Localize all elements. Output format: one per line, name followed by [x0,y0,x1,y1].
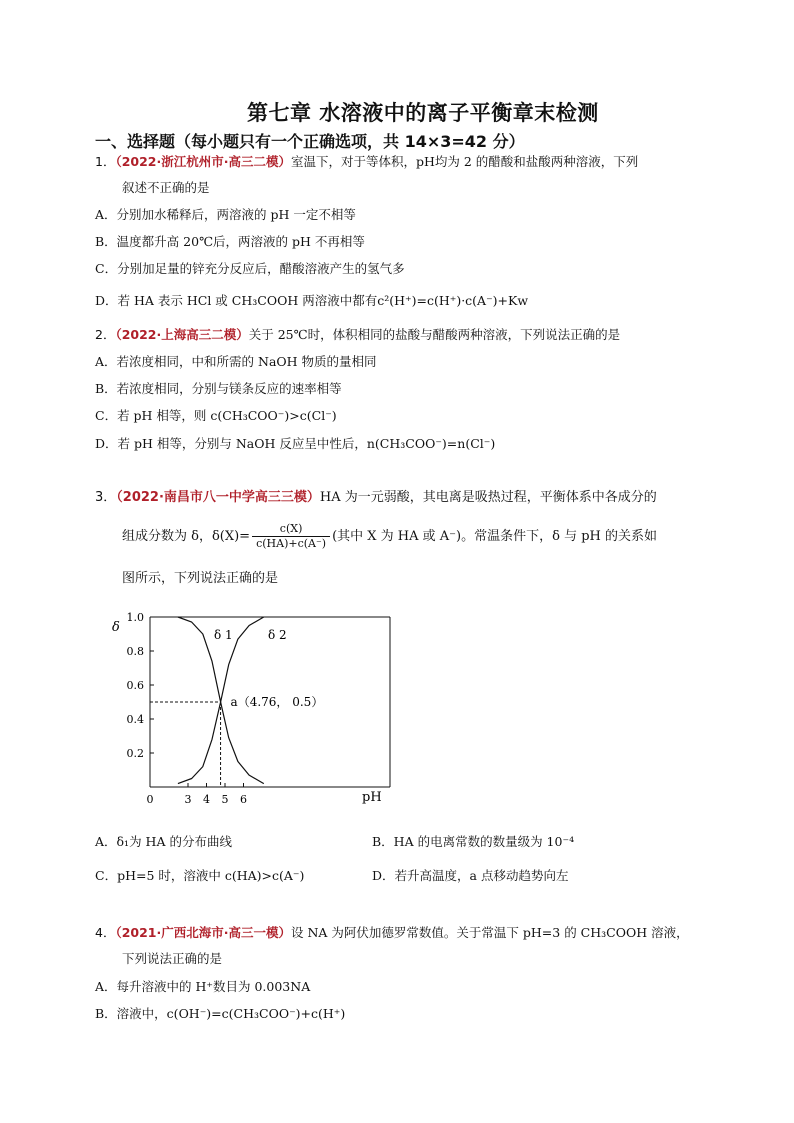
q3-stem-line2-a: 组成分数为 δ，δ(X)= [122,529,251,544]
y-tick-label: 0.4 [126,713,144,726]
q3-option-b: B．HA 的电离常数的数量级为 10⁻⁴ [372,834,575,849]
q4-option-b: B．溶液中，c(OH⁻)=c(CH₃COO⁻)+c(H⁺) [95,1006,346,1021]
q2-option-c: C．若 pH 相等，则 c(CH₃COO⁻)>c(Cl⁻) [95,408,337,423]
x-tick-label: 5 [221,793,229,806]
q3-stem-line3: 图所示，下列说法正确的是 [122,571,279,586]
q3-stem-line2-b: (其中 X 为 HA 或 A⁻)。常温条件下，δ 与 pH 的关系如 [332,529,657,544]
q3-option-d: D．若升高温度，a 点移动趋势向左 [372,868,569,883]
q2-source: （2022·上海高三二模） [115,327,249,342]
q1-number: 1． [95,154,116,169]
q2-option-d: D．若 pH 相等，分别与 NaOH 反应呈中性后，n(CH₃COO⁻)=n(Cl⁻) [95,436,496,451]
x-tick-label: 6 [240,793,247,806]
q1-option-c: C．分别加足量的锌充分反应后，醋酸溶液产生的氢气多 [95,261,405,276]
q3-option-c: C．pH=5 时，溶液中 c(HA)>c(A⁻) [95,868,305,883]
curve-label-delta2: δ 2 [268,628,287,642]
q1-option-d [95,293,528,309]
section-heading: 一、选择题（每小题只有一个正确选项，共 14×3=42 分） [95,132,525,151]
y-tick-label: 0.8 [126,645,144,658]
x-axis-label: pH [362,790,382,805]
q1-option-b: B．温度都升高 20℃后，两溶液的 pH 不再相等 [95,234,365,249]
q4-stem-text: 设 NA 为阿伏加德罗常数值。关于常温下 pH=3 的 CH₃COOH 溶液， [291,925,689,940]
y-axis-label: δ [112,620,120,635]
q3-fraction-denominator: c(HA)+c(A⁻) [256,537,327,550]
q4-number: 4． [95,925,116,940]
q4-stem-line2: 下列说法正确的是 [122,951,223,966]
x-tick-label: 3 [184,793,192,806]
q3-stem-line2 [122,518,657,556]
q1-option-a: A．分别加水稀释后，两溶液的 pH 一定不相等 [95,207,356,222]
page-title: 第七章 水溶液中的离子平衡章末检测 [247,101,599,125]
q2-stem-text: 关于 25℃时，体积相同的盐酸与醋酸两种溶液，下列说法正确的是 [248,327,621,342]
q3-source: （2022·南昌市八一中学高三三模） [116,490,320,505]
delta-ph-chart [100,605,400,820]
point-a-label: a（4.76， 0.5） [230,695,324,709]
x-tick-label: 4 [203,793,210,806]
q4-option-a: A．每升溶液中的 H⁺数目为 0.003NA [95,979,311,994]
q3-stem-line1 [95,490,657,506]
q2-stem [95,327,620,343]
y-tick-label: 1.0 [126,611,144,624]
q1-option-d-formula: c²(H⁺)=c(H⁺)·c(A⁻)+Kw [377,293,529,308]
q3-option-a: A．δ₁为 HA 的分布曲线 [95,834,232,849]
q1-stem-line1 [95,154,638,170]
curve-label-delta1: δ 1 [214,628,233,642]
q2-option-a: A．若浓度相同，中和所需的 NaOH 物质的量相同 [95,354,377,369]
q1-option-d-text: D．若 HA 表示 HCl 或 CH₃COOH 两溶液中都有 [95,293,378,308]
q4-stem-line1 [95,925,689,941]
q1-stem: 室温下，对于等体积，pH均为 2 的醋酸和盐酸两种溶液，下列 [291,154,639,169]
q3-number: 3． [95,490,117,505]
q3-stem-text: HA 为一元弱酸，其电离是吸热过程，平衡体系中各成分的 [319,490,657,505]
q3-fraction [252,522,330,551]
q2-number: 2． [95,327,116,342]
q4-source: （2021·广西北海市·高三一模） [115,925,291,940]
q2-option-b: B．若浓度相同，分别与镁条反应的速率相等 [95,381,342,396]
q1-stem-line2: 叙述不正确的是 [122,180,210,195]
x-tick-label: 0 [146,793,154,806]
y-tick-label: 0.6 [126,679,144,692]
y-tick-label: 0.2 [126,747,144,760]
q3-fraction-numerator: c(X) [252,522,330,537]
q1-source: （2022·浙江杭州市·高三二模） [115,154,291,169]
